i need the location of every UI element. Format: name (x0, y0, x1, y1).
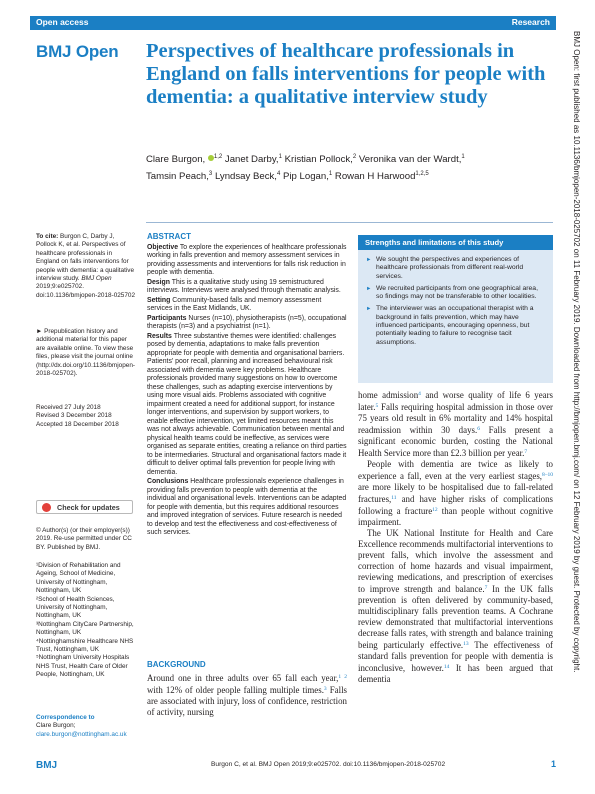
author-affil-sup: 4 (276, 171, 281, 177)
list-item: ► We recruited participants from one geographical area, so findings may not be transferable to other localities. (366, 285, 547, 302)
box-list (358, 250, 553, 347)
section-label: Objective (147, 243, 179, 251)
affiliations (36, 562, 136, 680)
author[interactable]: Kristian Pollock, (284, 154, 353, 165)
article-type-label: Research (511, 17, 550, 27)
correspondence (36, 714, 136, 739)
author-list (146, 150, 546, 184)
abstract-section (147, 315, 347, 332)
section-label: Conclusions (147, 478, 189, 485)
section-text: Nurses (n=10), physiotherapists (n=5), occupational therapists (n=3) and a psychiatrist (n=1). (147, 314, 347, 330)
author-affil-sup: 3 (208, 171, 213, 177)
bmj-logo: BMJ (36, 760, 58, 771)
author-affil-sup: 1,2 (213, 154, 223, 160)
affiliation: ⁵Nottingham University Hospitals NHS Trust, Health Care of Older People, Nottingham, UK (36, 654, 130, 679)
article-title: Perspectives of healthcare professionals in England on falls interventions for people with dementia: a qualitative interview study (146, 40, 546, 108)
list-item: ► The interviewer was an occupational therapist with a background in falls prevention, which may have influenced participants, encouraging openness, but potentially leading to failure to recognise tacit assumptions. (366, 305, 547, 346)
author-affil-sup: 1,2,5 (415, 171, 429, 177)
journal-logo: BMJ Open (36, 42, 119, 61)
correspondence-email[interactable]: clare.burgon@nottingham.ac.uk (36, 730, 127, 738)
paragraph: The UK National Institute for Health and Care Excellence recommends multifactorial interventions to prevent falls, which involve the assessment and correction of home hazards and visual impairment, reviewing medications, and prescription of exercises to improve strength and balance.$^7$ In the UK falls prevention is often delivered by community-based, multidisciplinary falls prevention teams. A Cochrane review demonstrated that multifactorial interventions decrease falls rates, with strength and balance training being particularly effective.$^{13}$ The effectiveness of standard falls prevention for people with dementia is inconclusive, however.$^{14}$ It has been argued that dementia (358, 528, 553, 684)
correspondence-label: Correspondence to (36, 714, 95, 721)
section-text: This is a qualitative study using 19 semistructured interviews. Interviews were analysed through thematic analysis. (147, 278, 341, 294)
top-banner (30, 16, 556, 30)
affiliation: ³Nottingham CityCare Partnership, Nottingham, UK (36, 620, 134, 637)
section-text: Community-based falls and memory assessment services in the East Midlands, UK. (147, 296, 322, 312)
page-footer (36, 757, 556, 773)
cite-journal: BMJ Open (81, 275, 112, 283)
cite-label: To cite: (36, 233, 59, 240)
author[interactable]: Clare Burgon, (146, 154, 206, 165)
body-text-right (358, 389, 553, 685)
update-badge-icon (42, 503, 51, 512)
cite-text: Burgon C, Darby J, Pollock K, et al. Perspectives of healthcare professionals in England on falls interventions for people with dementia: a qualitative interview study. (36, 233, 135, 283)
affiliation: ¹Division of Rehabilitation and Ageing, School of Medicine, University of Nottingham, Nottingham, UK (36, 562, 121, 595)
section-text: Healthcare professionals experience challenges in providing falls prevention to people with dementia at the individual and organisational levels. Interventions can be adapted for people with dementia, but this requires additional resources and improved integration of services. Future research is needed to develop and test the effectiveness and cost-effectiveness of such services. (147, 478, 347, 536)
author-affil-sup: 1 (461, 154, 465, 160)
abstract-section (147, 333, 347, 478)
section-label: Participants (147, 314, 187, 322)
abstract-heading: ABSTRACT (147, 232, 191, 241)
cite-ref: 2019;9:e025702. doi:10.1136/bmjopen-2018-025702 (36, 283, 136, 299)
vertical-download-note: BMJ Open: first published as 10.1136/bmjopen-2018-025702 on 11 February 2019. Downloaded from http://bmjopen.bmj.com/ on 12 February 2019 by guest. Protected by copyright. (572, 31, 581, 673)
paragraph: People with dementia are twice as likely to experience a fall, even at the very earliest stages,$^{8-10}$ are more likely to be hospitalised due to fall-related fractures,$^{11}$ and have higher risks of complications following a fracture$^{12}$ than people without cognitive impairment. (358, 459, 553, 527)
section-label: Setting (147, 296, 171, 304)
paragraph: home admission$^4$ and worse quality of life 6 years later.$^5$ Falls requiring hospital admission in those over 75 years old result in 6% mortality and 14% hospital readmission within 30 days.$^6$ Falls present a significant economic burden, costing the National Health Service more than £2.3 billion per year.$^7$ (358, 390, 554, 458)
title-divider (146, 222, 553, 223)
copyright-note: © Author(s) (or their employer(s)) 2019. Re-use permitted under CC BY. Published by BMJ. (36, 527, 132, 551)
box-heading: Strengths and limitations of this study (358, 235, 553, 250)
author-affil-sup: 1 (278, 154, 282, 160)
background-text: Around one in three adults over 65 fall each year,$^{1 2}$ with 12% of older people falling multiple times.$^3$ Falls are associated with injury, loss of confidence, restriction of activity, nursing (147, 673, 348, 717)
author[interactable]: Tamsin Peach, (146, 171, 209, 182)
abstract-section (147, 279, 347, 296)
page-number: 1 (550, 759, 556, 769)
affiliation: ⁴Nottinghamshire Healthcare NHS Trust, Nottingham, UK (36, 637, 134, 654)
correspondence-name: Clare Burgon; (36, 722, 76, 730)
footer-citation: Burgon C, et al. BMJ Open 2019;9:e025702. doi:10.1136/bmjopen-2018-025702 (211, 761, 446, 768)
revised-date: Revised 3 December 2018 (36, 412, 112, 420)
author-affil-sup: 2 (352, 154, 357, 160)
author[interactable]: Pip Logan, (283, 171, 329, 182)
citation-block (36, 233, 136, 300)
section-label: Results (147, 332, 172, 340)
author[interactable]: Veronika van der Wardt, (358, 154, 462, 165)
check-updates-button[interactable] (36, 500, 133, 514)
strengths-limitations-box (358, 235, 553, 383)
author-affil-sup: 1 (328, 171, 333, 177)
prepub-note[interactable]: ► Prepublication history and additional material for this paper are available online. To view these files, please visit the journal online (http://dx.doi.org/10.1136/bmjopen-2018-025702). (36, 328, 135, 378)
abstract-section (147, 478, 347, 538)
section-text: To explore the experiences of healthcare professionals working in falls prevention and memory assessment services in providing assessments and interventions for falls risk reduction in people with dementia. (147, 243, 347, 276)
author[interactable]: Janet Darby, (224, 154, 279, 165)
background-heading: BACKGROUND (147, 660, 206, 669)
open-access-label: Open access (36, 17, 89, 27)
section-label: Design (147, 278, 170, 286)
abstract-section (147, 244, 347, 278)
dates-block (36, 404, 136, 429)
check-updates-label: Check for updates (57, 503, 120, 512)
accepted-date: Accepted 18 December 2018 (36, 420, 119, 428)
abstract (147, 233, 347, 539)
section-text: Three substantive themes were identified: challenges posed by dementia, adaptations to make falls prevention appropriate for people with dementia and organisational barriers. Patients' poor recall, planning and increased behavioural risk associated with dementia were key problems. Healthcare professionals provided many suggestions on how to overcome these challenges, such as adapting exercise interventions by using more visual aids. Problems associated with cognitive impairment created a need for additional support, for instance longer interventions, and supervision by support workers, to enable effective intervention, yet limited resources meant this was not always achievable. Communication between mental and physical health teams could be ineffective, as services were organised as separate entities, creating a reliance on third parties to be intermediaries. Structural and organisational factors made it difficult to deliver optimal falls prevention for people living with dementia. (147, 332, 347, 476)
list-item: ► We sought the perspectives and experiences of healthcare professionals from different real-world services. (366, 256, 547, 281)
affiliation: ²School of Health Sciences, University of Nottingham, Nottingham, UK (36, 595, 115, 620)
author[interactable]: Rowan H Harwood (334, 171, 416, 182)
author[interactable]: Lyndsay Beck, (214, 171, 277, 182)
abstract-section (147, 297, 347, 314)
received-date: Received 27 July 2018 (36, 404, 101, 411)
